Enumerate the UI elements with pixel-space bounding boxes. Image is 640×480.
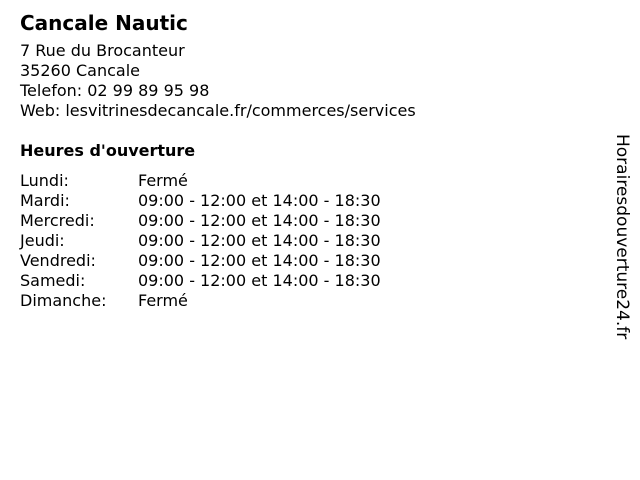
website-link[interactable]: Web: lesvitrinesdecancale.fr/commerces/services bbox=[20, 101, 416, 120]
phone-number: Telefon: 02 99 89 95 98 bbox=[20, 81, 210, 100]
hours-row-monday bbox=[20, 171, 590, 191]
hours-row-thursday bbox=[20, 231, 590, 251]
day-hours: 09:00 - 12:00 et 14:00 - 18:30 bbox=[138, 231, 381, 250]
day-label: Dimanche: bbox=[20, 291, 107, 310]
day-label: Samedi: bbox=[20, 271, 86, 290]
opening-hours-table bbox=[20, 171, 590, 311]
day-hours: Fermé bbox=[138, 291, 188, 310]
day-hours: Fermé bbox=[138, 171, 188, 190]
day-label: Lundi: bbox=[20, 171, 69, 190]
street-address: 7 Rue du Brocanteur bbox=[20, 41, 185, 60]
day-hours: 09:00 - 12:00 et 14:00 - 18:30 bbox=[138, 251, 381, 270]
day-label: Mardi: bbox=[20, 191, 70, 210]
hours-row-saturday bbox=[20, 271, 590, 291]
address-block bbox=[20, 41, 590, 121]
city-postal: 35260 Cancale bbox=[20, 61, 140, 80]
opening-hours-heading: Heures d'ouverture bbox=[20, 141, 196, 160]
day-hours: 09:00 - 12:00 et 14:00 - 18:30 bbox=[138, 211, 381, 230]
business-card bbox=[20, 10, 590, 311]
hours-row-sunday bbox=[20, 291, 590, 311]
day-label: Mercredi: bbox=[20, 211, 95, 230]
hours-row-tuesday bbox=[20, 191, 590, 211]
day-label: Jeudi: bbox=[20, 231, 65, 250]
hours-row-wednesday bbox=[20, 211, 590, 231]
hours-row-friday bbox=[20, 251, 590, 271]
day-label: Vendredi: bbox=[20, 251, 96, 270]
business-name: Cancale Nautic bbox=[20, 11, 188, 35]
site-watermark: Horairesdouverture24.fr bbox=[612, 134, 632, 340]
day-hours: 09:00 - 12:00 et 14:00 - 18:30 bbox=[138, 271, 381, 290]
day-hours: 09:00 - 12:00 et 14:00 - 18:30 bbox=[138, 191, 381, 210]
